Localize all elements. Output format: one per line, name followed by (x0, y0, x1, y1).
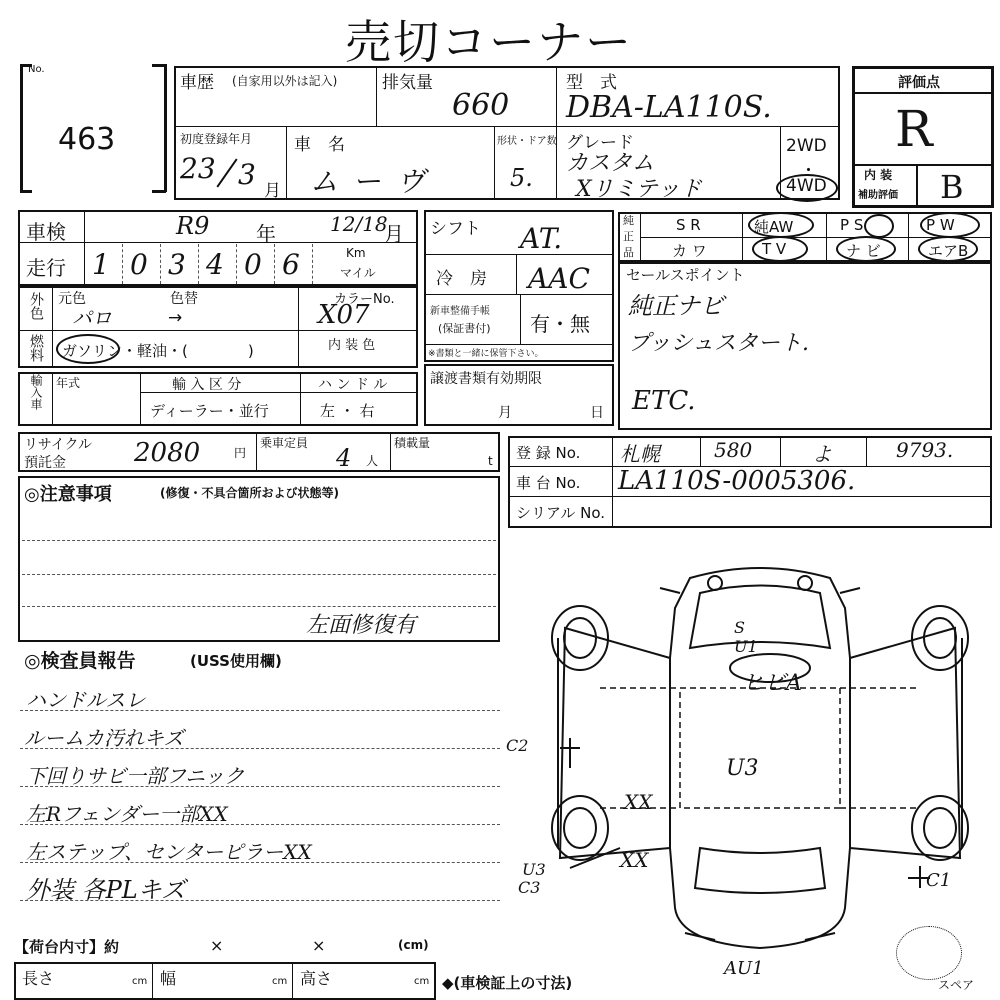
car-name-label: 車 名 (294, 135, 345, 155)
registration-number: 9793. (896, 438, 954, 462)
mileage-digit-3: 3 (168, 248, 186, 281)
mark-c1: C1 (926, 870, 952, 891)
lot-bracket-bottom-r (152, 190, 166, 193)
service-book-label1: 新車整備手帳 (430, 306, 490, 317)
notes-sub: (修復・不具合箇所および状態等) (160, 486, 339, 500)
chassis-label: 車 台 No. (516, 474, 581, 492)
mileage-digit-6: 6 (282, 248, 300, 281)
equip-aw: 純AW (754, 218, 794, 236)
lot-bracket-left (20, 64, 23, 192)
equipment-side1: 純 (623, 214, 634, 227)
mark-roof: U3 (726, 756, 759, 781)
equip-ps: P S (840, 216, 864, 234)
import-side-label: 輸入車 (29, 374, 43, 410)
load-unit: t (488, 454, 493, 468)
shaken-label: 車検 (26, 220, 66, 244)
history-label: 車歴 (180, 73, 214, 93)
capacity-unit: 人 (366, 454, 379, 468)
lot-bracket-bottom (20, 190, 32, 193)
fuel-gasoline-circle (56, 334, 120, 364)
recycle-value: 2080 (134, 438, 201, 468)
load-label: 積載量 (394, 436, 431, 450)
mileage-digit-2: 0 (130, 248, 148, 281)
aircon-value: AAC (528, 262, 590, 295)
notes-label: ◎注意事項 (24, 484, 112, 505)
equip-pw: P W (926, 216, 955, 234)
equip-airbag: エアB (928, 242, 969, 260)
cargo-note: ◆(車検証上の寸法) (442, 974, 573, 992)
drive-4wd: 4WD (786, 176, 827, 196)
import-year-label: 年式 (56, 376, 81, 390)
lot-no-label: No. (28, 64, 45, 75)
mark-u3: U3 (522, 860, 546, 879)
color-change-label: 色替 (170, 291, 198, 307)
rating-label: 評価点 (898, 75, 940, 91)
equip-tv: T V (762, 240, 787, 258)
registration-label: 登 録 No. (516, 444, 581, 462)
drive-dot: ・ (800, 161, 817, 181)
equip-navi: ナ ビ (846, 242, 881, 260)
capacity-value: 4 (336, 444, 352, 472)
import-category-value: ディーラー・並行 (150, 402, 269, 420)
inspector-line-2: ルームカ汚れキズ (24, 726, 184, 750)
service-book-label2: (保証書付) (438, 322, 491, 335)
mark-left-mid: XX (624, 790, 653, 814)
cargo-width-cm: cm (272, 976, 288, 987)
equip-airbag-circle (918, 236, 978, 262)
transfer-label: 譲渡書類有効期限 (430, 371, 542, 387)
shaken-era: R9 (176, 212, 210, 240)
shift-label: シフト (430, 219, 481, 239)
transfer-month: 月 (498, 405, 512, 421)
displacement-label: 排気量 (382, 73, 433, 93)
first-reg-label: 初度登録年月 (180, 132, 253, 146)
equip-navi-circle (836, 236, 896, 262)
shaken-date: 12/18 (330, 212, 388, 236)
equip-aw-circle (748, 212, 814, 238)
cargo-height-cm: cm (414, 976, 430, 987)
grade-line1: カスタム (566, 151, 655, 176)
serial-label: シリアル No. (516, 504, 606, 522)
color-orig-label: 元色 (58, 291, 86, 307)
registration-class: 580 (714, 438, 753, 462)
lot-bracket-right (164, 64, 167, 192)
color-orig-value: パロ (72, 306, 112, 330)
displacement-value: 660 (452, 88, 510, 123)
first-reg-month-unit: 月 (264, 181, 281, 201)
mark-top: S U1 (734, 618, 758, 656)
recycle-label2: 預託金 (24, 455, 66, 471)
chassis-value: LA110S-0005306. (618, 466, 856, 496)
mileage-digit-4: 4 (206, 248, 224, 281)
model-type-value: DBA-LA110S. (566, 90, 772, 125)
service-book-note: ※書類と一緒に保管下さい。 (428, 349, 544, 359)
drive-2wd: 2WD (786, 136, 827, 156)
cargo-unit: (cm) (398, 938, 429, 952)
cargo-length-cm: cm (132, 976, 148, 987)
rating-value: R (895, 100, 933, 158)
inspector-sub: (USS使用欄) (190, 652, 282, 670)
recycle-unit: 円 (234, 446, 247, 460)
mileage-digit-5: 0 (244, 248, 262, 281)
color-code-label: カラーNo. (334, 292, 395, 307)
first-reg-month: 3 (238, 158, 256, 191)
shaken-month-unit: 月 (384, 222, 404, 246)
mark-left-low: XX (620, 848, 649, 872)
page-title: 売切コーナー (345, 15, 633, 69)
import-handle-value: 左 ・ 右 (320, 402, 375, 420)
sales-point-1: 純正ナビ (628, 292, 724, 320)
cargo-x1: × (210, 936, 224, 955)
shaken-year-unit: 年 (256, 222, 276, 246)
sales-points-label: セールスポイント (626, 266, 745, 284)
model-type-label: 型 式 (566, 73, 617, 93)
cargo-length: 長さ (22, 969, 55, 988)
history-note: (自家用以外は記入) (232, 74, 338, 88)
equipment-side2: 正 (623, 230, 634, 243)
equipment-side3: 品 (623, 246, 634, 259)
sales-point-2: プッシュスタート. (628, 331, 810, 356)
mark-au1: AU1 (724, 958, 764, 979)
interior-label2: 補助評価 (858, 190, 898, 201)
mark-c3: C3 (518, 878, 541, 897)
capacity-label: 乗車定員 (260, 436, 309, 450)
body-doors-value: 5. (510, 164, 533, 192)
equip-ps-circle (864, 214, 894, 238)
shift-value: AT. (520, 222, 563, 255)
fuel-options: ガソリン・軽油・( ) (62, 342, 254, 360)
recycle-label1: リサイクル (24, 437, 93, 453)
equip-pw-circle (920, 212, 980, 238)
fuel-side-label: 燃料 (28, 334, 44, 362)
inspector-line-3: 下回りサビ一部フニック (26, 764, 245, 788)
cargo-width: 幅 (160, 969, 177, 988)
color-code-value: X07 (318, 300, 370, 330)
sales-point-3: ETC. (632, 386, 696, 416)
inspector-line-6: 外装 各PLキズ (26, 876, 186, 904)
inspector-line-5: 左ステップ、センターピラーXX (26, 840, 312, 864)
cargo-table (14, 962, 436, 1000)
lot-bracket-top-r (152, 64, 166, 67)
service-book-value: 有・無 (530, 312, 590, 336)
mark-c2: C2 (506, 736, 529, 755)
first-reg-year: 23 (180, 152, 216, 185)
interior-value: B (940, 168, 964, 206)
import-category-label: 輸 入 区 分 (172, 377, 242, 393)
cargo-height: 高さ (300, 969, 333, 988)
color-side-label: 外色 (28, 292, 44, 320)
equip-sr: S R (676, 216, 701, 234)
drive-4wd-circle (776, 174, 838, 202)
interior-label1: 内 装 (864, 168, 893, 182)
registration-kana: よ (812, 442, 832, 466)
mark-windshield: ヒビA (742, 671, 802, 696)
mileage-label: 走行 (26, 256, 66, 280)
grade-label: グレード (566, 133, 634, 153)
equip-leather: カ ワ (672, 242, 707, 260)
inspector-label: ◎検査員報告 (24, 650, 136, 672)
car-name-value: ムーヴ (310, 165, 441, 198)
cargo-label: 【荷台内寸】約 (14, 938, 120, 956)
color-change-value: → (168, 308, 183, 328)
aircon-label: 冷 房 (436, 269, 487, 289)
car-diagram (540, 548, 980, 968)
interior-color-label: 内 装 色 (328, 338, 376, 353)
mileage-unit-km: Km (346, 246, 366, 260)
mileage-digit-1: 1 (92, 248, 110, 281)
lot-number: 463 (58, 122, 116, 157)
inspector-line-4: 左Rフェンダー一部XX (26, 802, 228, 826)
equip-tv-circle (752, 236, 808, 262)
mileage-unit-mile: マイル (340, 266, 376, 280)
body-doors-label: 形状・ドア数 (497, 136, 557, 147)
registration-area: 札幌 (620, 442, 660, 466)
spare-tire (896, 926, 962, 980)
cargo-x2: × (312, 936, 326, 955)
grade-line2: Xリミテッド (576, 177, 702, 202)
import-handle-label: ハ ン ド ル (318, 377, 388, 393)
spare-label: スペア (938, 978, 975, 992)
inspector-line-1: ハンドルスレ (26, 688, 146, 712)
notes-text: 左面修復有 (306, 613, 417, 638)
transfer-day: 日 (590, 405, 604, 421)
